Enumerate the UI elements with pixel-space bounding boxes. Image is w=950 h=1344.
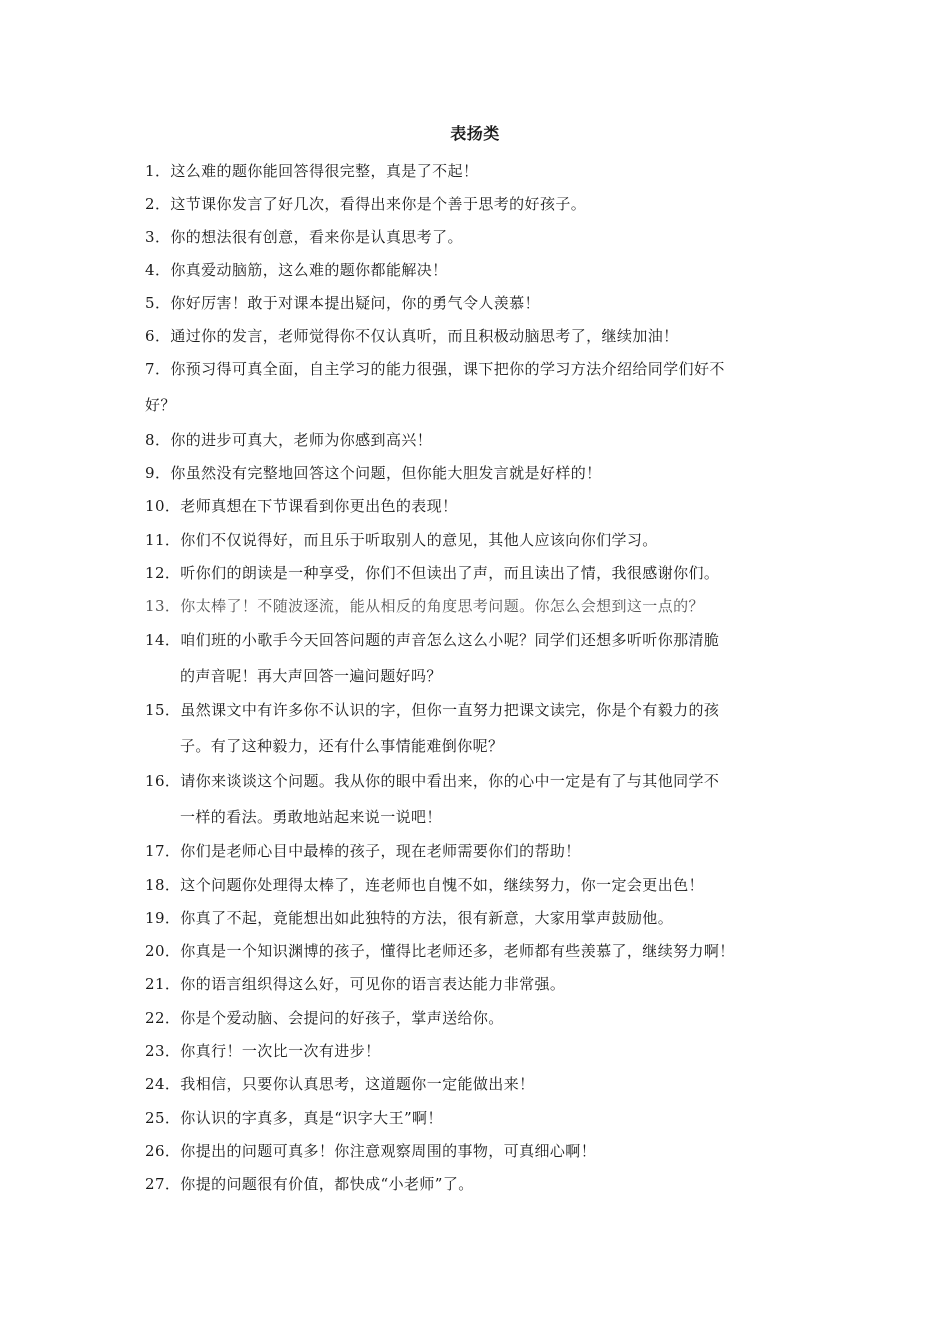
list-item — [145, 694, 815, 727]
list-item — [145, 624, 815, 657]
item-number: 17． — [145, 842, 181, 860]
item-number: 20． — [145, 942, 181, 960]
item-number: 26． — [145, 1142, 181, 1160]
item-text: 你是个爱动脑、会提问的好孩子，掌声送给你。 — [180, 1009, 504, 1027]
item-number: 10． — [145, 497, 181, 515]
item-text: 这节课你发言了好几次，看得出来你是个善于思考的好孩子。 — [170, 195, 587, 213]
list-item — [145, 935, 815, 968]
item-text: 通过你的发言，老师觉得你不仅认真听，而且积极动脑思考了，继续加油！ — [170, 327, 679, 345]
item-number: 8． — [145, 431, 171, 449]
list-item-continuation: 子。有了这种毅力，还有什么事情能难倒你呢？ — [180, 737, 504, 755]
item-text: 你认识的字真多，真是“识字大王”啊！ — [180, 1109, 443, 1127]
item-text: 你真行！一次比一次有进步！ — [180, 1042, 381, 1060]
list-item — [145, 353, 815, 386]
list-item-continuation: 一样的看法。勇敢地站起来说一说吧！ — [180, 808, 442, 826]
item-text: 这个问题你处理得太棒了，连老师也自愧不如，继续努力，你一定会更出色！ — [180, 876, 704, 894]
list-item — [145, 221, 815, 254]
item-number: 12． — [145, 564, 181, 582]
list-item — [145, 287, 815, 320]
list-item — [145, 1135, 815, 1168]
item-number: 2． — [145, 195, 171, 213]
item-number: 27． — [145, 1175, 181, 1193]
list-item — [145, 1168, 815, 1201]
list-item — [145, 490, 815, 523]
list-item — [145, 968, 815, 1001]
item-text: 虽然课文中有许多你不认识的字，但你一直努力把课文读完，你是个有毅力的孩 — [180, 701, 720, 719]
item-number: 6． — [145, 327, 171, 345]
item-text: 你预习得可真全面，自主学习的能力很强，课下把你的学习方法介绍给同学们好不 — [170, 360, 725, 378]
item-number: 3． — [145, 228, 171, 246]
list-item — [145, 320, 815, 353]
item-number: 25． — [145, 1109, 181, 1127]
list-item — [145, 424, 815, 457]
item-text: 你的语言组织得这么好，可见你的语言表达能力非常强。 — [180, 975, 566, 993]
item-number: 24． — [145, 1075, 181, 1093]
page-title: 表扬类 — [450, 124, 500, 143]
item-number: 5． — [145, 294, 171, 312]
item-text: 你提出的问题可真多！你注意观察周围的事物，可真细心啊！ — [180, 1142, 597, 1160]
item-number: 19． — [145, 909, 181, 927]
list-item — [145, 457, 815, 490]
list-item — [145, 869, 815, 902]
item-number: 9． — [145, 464, 171, 482]
item-text: 我相信，只要你认真思考，这道题你一定能做出来！ — [180, 1075, 535, 1093]
list-item — [145, 254, 815, 287]
item-number: 13． — [145, 597, 181, 615]
item-text: 你真爱动脑筋，这么难的题你都能解决！ — [170, 261, 448, 279]
item-number: 11． — [145, 531, 181, 549]
item-text: 你们不仅说得好，而且乐于听取别人的意见，其他人应该向你们学习。 — [180, 531, 658, 549]
list-item — [145, 1068, 815, 1101]
item-number: 7． — [145, 360, 171, 378]
item-text: 这么难的题你能回答得很完整，真是了不起！ — [170, 162, 479, 180]
item-number: 18． — [145, 876, 181, 894]
item-number: 23． — [145, 1042, 181, 1060]
item-text: 你的想法很有创意，看来你是认真思考了。 — [170, 228, 463, 246]
item-number: 1． — [145, 162, 171, 180]
list-item — [145, 835, 815, 868]
item-text: 你好厉害！敢于对课本提出疑问，你的勇气令人羡慕！ — [170, 294, 540, 312]
list-item — [145, 902, 815, 935]
list-item — [145, 557, 815, 590]
item-text: 你真了不起，竟能想出如此独特的方法，很有新意，大家用掌声鼓励他。 — [180, 909, 674, 927]
list-item — [145, 765, 815, 798]
item-number: 22． — [145, 1009, 181, 1027]
list-item — [145, 155, 815, 188]
item-text: 你虽然没有完整地回答这个问题，但你能大胆发言就是好样的！ — [170, 464, 602, 482]
item-number: 21． — [145, 975, 181, 993]
list-item — [145, 1102, 815, 1135]
item-text: 你太棒了！不随波逐流，能从相反的角度思考问题。你怎么会想到这一点的？ — [180, 597, 704, 615]
list-item-continuation: 好？ — [145, 396, 176, 414]
item-text: 听你们的朗读是一种享受，你们不但读出了声，而且读出了情，我很感谢你们。 — [180, 564, 720, 582]
list-item — [145, 524, 815, 557]
item-text: 你提的问题很有价值，都快成“小老师”了。 — [180, 1175, 474, 1193]
list-item — [145, 1035, 815, 1068]
item-text: 请你来谈谈这个问题。我从你的眼中看出来，你的心中一定是有了与其他同学不 — [180, 772, 720, 790]
item-text: 你的进步可真大，老师为你感到高兴！ — [170, 431, 433, 449]
item-number: 15． — [145, 701, 181, 719]
list-item — [145, 188, 815, 221]
item-number: 4． — [145, 261, 171, 279]
list-item — [145, 590, 815, 623]
list-item-continuation: 的声音呢！再大声回答一遍问题好吗？ — [180, 667, 442, 685]
item-number: 14． — [145, 631, 181, 649]
list-item — [145, 1002, 815, 1035]
item-number: 16． — [145, 772, 181, 790]
item-text: 你真是一个知识渊博的孩子，懂得比老师还多，老师都有些羡慕了，继续努力啊！ — [180, 942, 735, 960]
item-text: 你们是老师心目中最棒的孩子，现在老师需要你们的帮助！ — [180, 842, 581, 860]
item-text: 咱们班的小歌手今天回答问题的声音怎么这么小呢？同学们还想多听听你那清脆 — [180, 631, 720, 649]
item-text: 老师真想在下节课看到你更出色的表现！ — [180, 497, 458, 515]
